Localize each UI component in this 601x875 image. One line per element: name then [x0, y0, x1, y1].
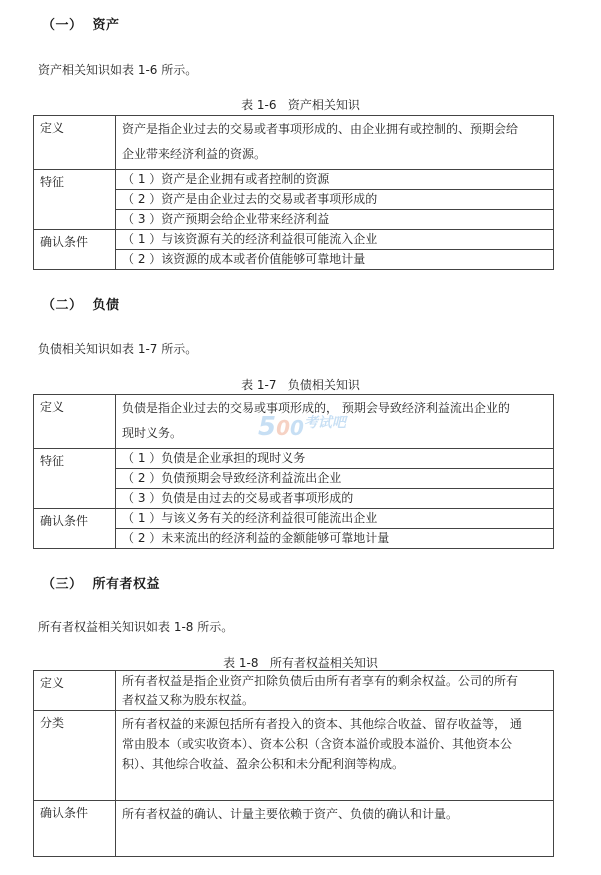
table-row: [34, 801, 554, 857]
features-label: 特征: [34, 170, 116, 230]
equity-table: [33, 670, 554, 857]
recognition-item: （ 1 ）与该资源有关的经济利益很可能流入企业: [116, 230, 554, 250]
recognition-label: 确认条件: [34, 801, 116, 857]
definition-label: 定义: [34, 395, 116, 449]
table-caption-equity: 表 1-8 所有者权益相关知识: [223, 656, 378, 670]
classification-label: 分类: [34, 711, 116, 801]
table-row: [34, 449, 554, 469]
definition-label: 定义: [34, 671, 116, 711]
watermark-logo: $500^{考试吧}$: [258, 412, 346, 442]
feature-item: （ 2 ）负债预期会导致经济利益流出企业: [116, 469, 554, 489]
recognition-cell: 所有者权益的确认、计量主要依赖于资产、负债的确认和计量。: [116, 801, 554, 857]
recognition-item: （ 1 ）与该义务有关的经济利益很可能流出企业: [116, 509, 554, 529]
assets-table: [33, 115, 554, 270]
recognition-label: 确认条件: [34, 509, 116, 549]
feature-item: （ 1 ）资产是企业拥有或者控制的资源: [116, 170, 554, 190]
definition-line: 者权益又称为股东权益。: [122, 693, 255, 707]
section-intro-liabilities: 负债相关知识如表 1-7 所示。: [38, 342, 198, 356]
definition-cell: [116, 116, 554, 170]
recognition-label: 确认条件: [34, 230, 116, 270]
feature-item: （ 3 ）资产预期会给企业带来经济利益: [116, 210, 554, 230]
definition-cell: [116, 671, 554, 711]
watermark-text: 考试吧: [303, 415, 346, 431]
definition-line: 所有者权益是指企业资产扣除负债后由所有者享有的剩余权益。公司的所有: [122, 674, 519, 688]
features-label: 特征: [34, 449, 116, 509]
section-intro-assets: 资产相关知识如表 1-6 所示。: [38, 63, 198, 77]
recognition-item: （ 2 ）该资源的成本或者价值能够可靠地计量: [116, 250, 554, 270]
definition-line: 企业带来经济利益的资源。: [122, 147, 267, 161]
table-caption-assets: 表 1-6 资产相关知识: [241, 98, 360, 112]
definition-line: 负债是指企业过去的交易或事项形成的， 预期会导致经济利益流出企业的: [122, 401, 510, 415]
table-row: [34, 116, 554, 170]
classification-line: 所有者权益的来源包括所有者投入的资本、其他综合收益、留存收益等， 通: [122, 717, 522, 731]
classification-line: 积）、其他综合收益、盈余公积和未分配利润等构成。: [122, 757, 405, 771]
feature-item: （ 1 ）负债是企业承担的现时义务: [116, 449, 554, 469]
classification-line: 常由股本（或实收资本）、资本公积（含资本溢价或股本溢价、其他资本公: [122, 737, 513, 751]
feature-item: （ 2 ）资产是由企业过去的交易或者事项形成的: [116, 190, 554, 210]
table-caption-liabilities: 表 1-7 负债相关知识: [241, 378, 360, 392]
section-intro-equity: 所有者权益相关知识如表 1-8 所示。: [38, 620, 234, 634]
recognition-item: （ 2 ）未来流出的经济利益的金额能够可靠地计量: [116, 529, 554, 549]
feature-item: （ 3 ）负债是由过去的交易或者事项形成的: [116, 489, 554, 509]
definition-line: 资产是指企业过去的交易或者事项形成的、由企业拥有或控制的、预期会给: [122, 122, 519, 136]
definition-label: 定义: [34, 116, 116, 170]
table-row: [34, 711, 554, 801]
section-heading-assets: （一） 资产: [42, 18, 120, 33]
table-row: [34, 230, 554, 250]
section-heading-equity: （三） 所有者权益: [42, 577, 161, 592]
classification-cell: [116, 711, 554, 801]
table-row: [34, 671, 554, 711]
section-heading-liabilities: （二） 负债: [42, 298, 120, 313]
definition-line: 现时义务。: [122, 426, 183, 440]
table-row: [34, 170, 554, 190]
table-row: [34, 509, 554, 529]
